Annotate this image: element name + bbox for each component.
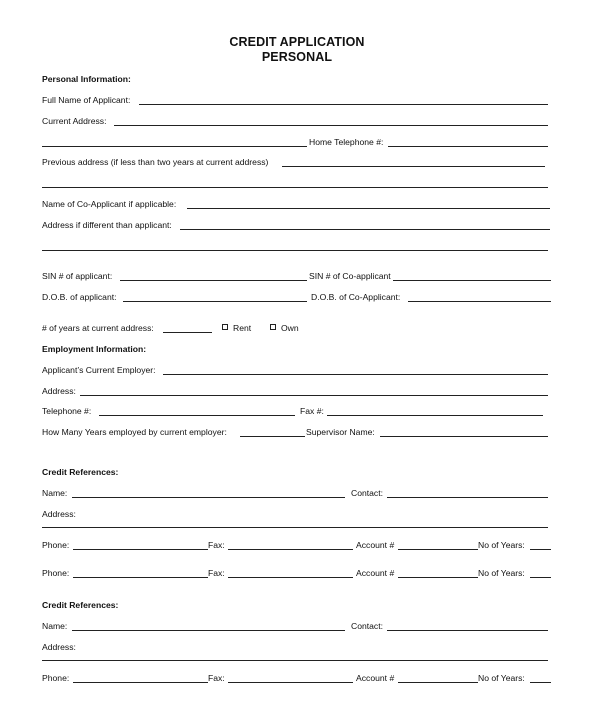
- credit-references-2-title: Credit References:: [42, 600, 119, 610]
- home-telephone-label: Home Telephone #:: [309, 137, 384, 147]
- ref1-name-field[interactable]: [72, 497, 345, 498]
- supervisor-field[interactable]: [380, 436, 548, 437]
- previous-address-label: Previous address (if less than two years at current address): [42, 157, 269, 167]
- supervisor-label: Supervisor Name:: [306, 427, 375, 437]
- credit-references-1-title: Credit References:: [42, 467, 119, 477]
- sin-co-applicant-label: SIN # of Co-applicant: [309, 271, 391, 281]
- ref1-phone-label: Phone:: [42, 540, 70, 550]
- rent-label: Rent: [233, 323, 252, 333]
- ref1b-account-label: Account #: [356, 568, 395, 578]
- current-address-line2-field[interactable]: [42, 146, 307, 147]
- years-employed-field[interactable]: [240, 436, 305, 437]
- rent-checkbox[interactable]: [222, 324, 228, 330]
- dob-applicant-label: D.O.B. of applicant:: [42, 292, 117, 302]
- ref2-fax-field[interactable]: [228, 682, 353, 683]
- ref1b-account-field[interactable]: [398, 577, 478, 578]
- address-if-different-field[interactable]: [180, 229, 550, 230]
- ref2-fax-label: Fax:: [208, 673, 225, 683]
- ref2-account-field[interactable]: [398, 682, 478, 683]
- ref1-address-field[interactable]: [42, 527, 548, 528]
- dob-applicant-field[interactable]: [123, 301, 307, 302]
- ref1-years-field[interactable]: [530, 549, 551, 550]
- previous-address-field[interactable]: [282, 166, 545, 167]
- ref1-address-label: Address:: [42, 509, 76, 519]
- sin-applicant-label: SIN # of applicant:: [42, 271, 113, 281]
- ref2-address-field[interactable]: [42, 660, 548, 661]
- ref2-phone-field[interactable]: [73, 682, 208, 683]
- ref2-phone-label: Phone:: [42, 673, 70, 683]
- co-applicant-name-field[interactable]: [187, 208, 550, 209]
- ref1-contact-label: Contact:: [351, 488, 384, 498]
- ref1b-phone-label: Phone:: [42, 568, 70, 578]
- ref1-name-label: Name:: [42, 488, 68, 498]
- current-employer-field[interactable]: [163, 374, 548, 375]
- employer-telephone-field[interactable]: [99, 415, 295, 416]
- co-applicant-name-label: Name of Co-Applicant if applicable:: [42, 199, 177, 209]
- ref1b-fax-field[interactable]: [228, 577, 353, 578]
- ref1-account-label: Account #: [356, 540, 395, 550]
- ref1-fax-field[interactable]: [228, 549, 353, 550]
- years-at-address-field[interactable]: [163, 332, 212, 333]
- years-employed-label: How Many Years employed by current employer:: [42, 427, 227, 437]
- ref2-contact-field[interactable]: [387, 630, 548, 631]
- employment-section-title: Employment Information:: [42, 344, 147, 354]
- own-label: Own: [281, 323, 299, 333]
- form-subtitle: PERSONAL: [261, 50, 333, 64]
- ref1-account-field[interactable]: [398, 549, 478, 550]
- home-telephone-field[interactable]: [388, 146, 548, 147]
- form-title: CREDIT APPLICATION: [229, 35, 365, 49]
- years-at-address-label: # of years at current address:: [42, 323, 154, 333]
- ref2-name-field[interactable]: [72, 630, 345, 631]
- ref1b-phone-field[interactable]: [73, 577, 208, 578]
- ref2-years-label: No of Years:: [478, 673, 525, 683]
- ref1b-years-field[interactable]: [530, 577, 551, 578]
- ref1-years-label: No of Years:: [478, 540, 525, 550]
- full-name-field[interactable]: [139, 104, 548, 105]
- ref1-contact-field[interactable]: [387, 497, 548, 498]
- sin-co-applicant-field[interactable]: [393, 280, 551, 281]
- employer-telephone-label: Telephone #:: [42, 406, 92, 416]
- ref1b-years-label: No of Years:: [478, 568, 525, 578]
- ref2-account-label: Account #: [356, 673, 395, 683]
- previous-address-line2-field[interactable]: [42, 187, 548, 188]
- own-checkbox[interactable]: [270, 324, 276, 330]
- ref1-phone-field[interactable]: [73, 549, 208, 550]
- employer-fax-field[interactable]: [327, 415, 543, 416]
- dob-co-applicant-label: D.O.B. of Co-Applicant:: [311, 292, 401, 302]
- address-if-different-line2-field[interactable]: [42, 250, 548, 251]
- sin-applicant-field[interactable]: [120, 280, 307, 281]
- employer-address-label: Address:: [42, 386, 76, 396]
- ref1-fax-label: Fax:: [208, 540, 225, 550]
- ref2-contact-label: Contact:: [351, 621, 384, 631]
- address-if-different-label: Address if different than applicant:: [42, 220, 172, 230]
- current-address-field[interactable]: [114, 125, 548, 126]
- current-address-label: Current Address:: [42, 116, 107, 126]
- current-employer-label: Applicant’s Current Employer:: [42, 365, 156, 375]
- personal-section-title: Personal Information:: [42, 74, 131, 84]
- full-name-label: Full Name of Applicant:: [42, 95, 131, 105]
- dob-co-applicant-field[interactable]: [408, 301, 551, 302]
- ref2-years-field[interactable]: [530, 682, 551, 683]
- ref1b-fax-label: Fax:: [208, 568, 225, 578]
- employer-fax-label: Fax #:: [300, 406, 324, 416]
- ref2-name-label: Name:: [42, 621, 68, 631]
- employer-address-field[interactable]: [80, 395, 548, 396]
- ref2-address-label: Address:: [42, 642, 76, 652]
